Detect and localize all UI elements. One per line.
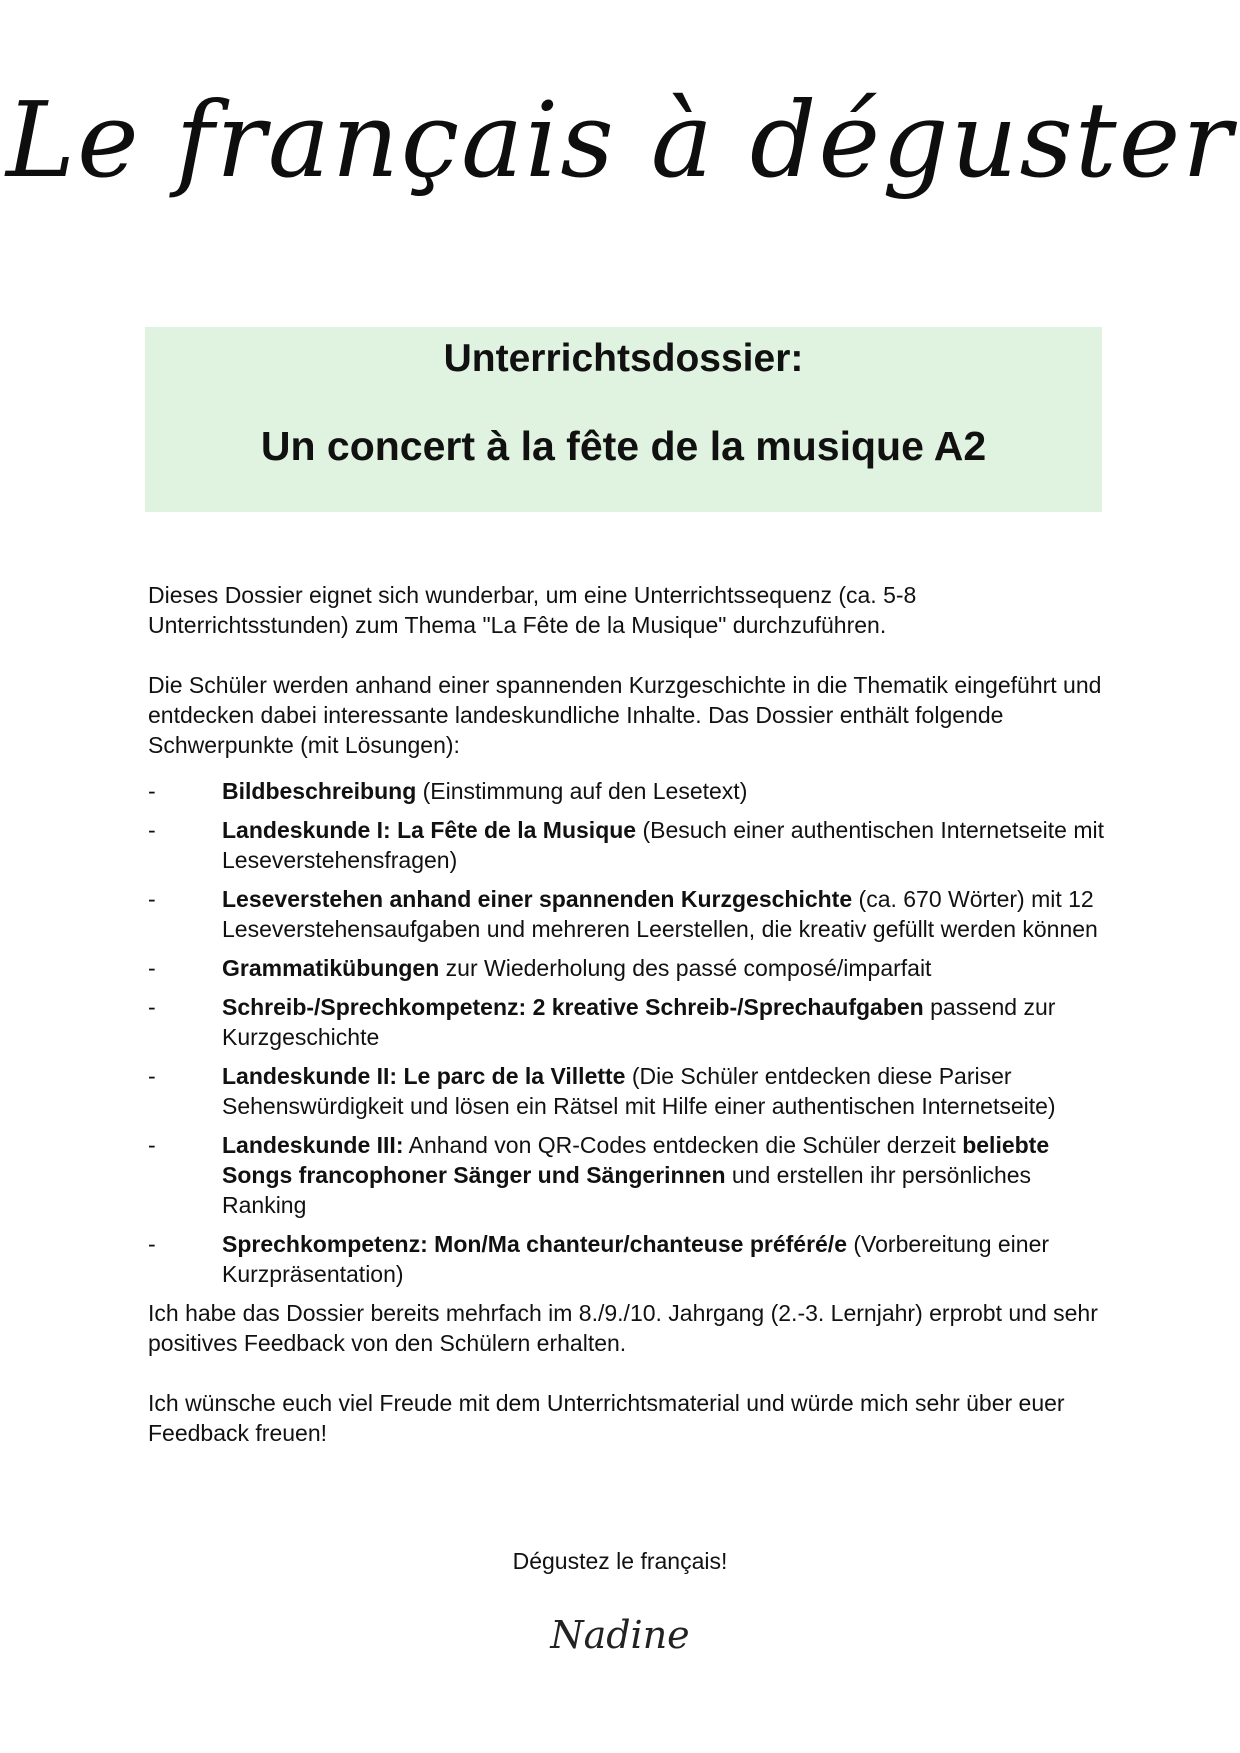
point-bold: Sprechkompetenz: Mon/Ma chanteur/chanteuse préféré/e	[222, 1231, 847, 1257]
signature: Nadine	[550, 1613, 690, 1657]
closing-line: Dégustez le français!	[512, 1548, 728, 1574]
point-bold: Landeskunde I: La Fête de la Musique	[222, 817, 637, 843]
list-item	[148, 992, 1108, 1052]
point-bold: Grammatikübungen	[222, 955, 440, 981]
list-item	[148, 953, 1108, 983]
list-item	[148, 884, 1108, 944]
bullet-dash: -	[148, 1132, 156, 1158]
point-text: (Die Schüler entdecken diese Pariser Sehenswürdigkeit und lösen ein Rätsel mit Hilfe einer authentischen Internetseite)	[222, 1063, 1056, 1119]
point-text: (Vorbereitung einer Kurzpräsentation)	[222, 1231, 1050, 1287]
body-text	[148, 580, 1108, 1448]
point-bold-2: beliebte Songs francophoner Sänger und Sängerinnen	[222, 1132, 1050, 1188]
bullet-dash: -	[148, 778, 156, 804]
list-item	[148, 1229, 1108, 1289]
point-bold: Leseverstehen anhand einer spannenden Kurzgeschichte	[222, 886, 853, 912]
point-text: (Einstimmung auf den Lesetext)	[416, 778, 748, 804]
point-text: passend zur Kurzgeschichte	[222, 994, 1056, 1050]
intro-paragraph-2: Die Schüler werden anhand einer spannenden Kurzgeschichte in die Thematik eingeführt und entdecken dabei interessante landeskundliche Inhalte. Das Dossier enthält folgende Schwerpunkte (mit Lösungen):	[148, 672, 1102, 758]
dossier-label: Unterrichtsdossier:	[443, 337, 804, 380]
title-box	[145, 327, 1102, 512]
list-item	[148, 1061, 1108, 1121]
outro-paragraph-1: Ich habe das Dossier bereits mehrfach im 8./9./10. Jahrgang (2.-3. Lernjahr) erprobt und sehr positives Feedback von den Schülern erhalten.	[148, 1300, 1098, 1356]
dossier-title: Un concert à la fête de la musique A2	[260, 423, 987, 469]
point-bold: Landeskunde II: Le parc de la Villette	[222, 1063, 626, 1089]
point-bold: Schreib-/Sprechkompetenz: 2 kreative Schreib-/Sprechaufgaben	[222, 994, 924, 1020]
point-text-2: und erstellen ihr persönliches Ranking	[222, 1162, 1032, 1218]
bullet-dash: -	[148, 817, 156, 843]
point-bold: Bildbeschreibung	[222, 778, 417, 804]
bullet-dash: -	[148, 1231, 156, 1257]
list-item	[148, 815, 1108, 875]
point-text: (Besuch einer authentischen Internetseite mit Leseverstehensfragen)	[222, 817, 1105, 873]
bullet-dash: -	[148, 1063, 156, 1089]
brand-title: Le français à déguster	[6, 79, 1234, 201]
list-item	[148, 1130, 1108, 1220]
list-item	[148, 776, 1108, 806]
focus-points-list	[148, 776, 1108, 1289]
point-text: Anhand von QR-Codes entdecken die Schüler derzeit	[403, 1132, 963, 1158]
point-text: zur Wiederholung des passé composé/imparfait	[439, 955, 932, 981]
intro-paragraph-1: Dieses Dossier eignet sich wunderbar, um eine Unterrichtssequenz (ca. 5-8 Unterrichtsstunden) zum Thema "La Fête de la Musique" durchzuführen.	[148, 582, 917, 638]
outro-paragraph-2: Ich wünsche euch viel Freude mit dem Unterrichtsmaterial und würde mich sehr über euer Feedback freuen!	[148, 1390, 1065, 1446]
point-text: (ca. 670 Wörter) mit 12 Leseverstehensaufgaben und mehreren Leerstellen, die kreativ gefüllt werden können	[222, 886, 1098, 942]
bullet-dash: -	[148, 886, 156, 912]
bullet-dash: -	[148, 955, 156, 981]
bullet-dash: -	[148, 994, 156, 1020]
point-bold: Landeskunde III:	[222, 1132, 404, 1158]
